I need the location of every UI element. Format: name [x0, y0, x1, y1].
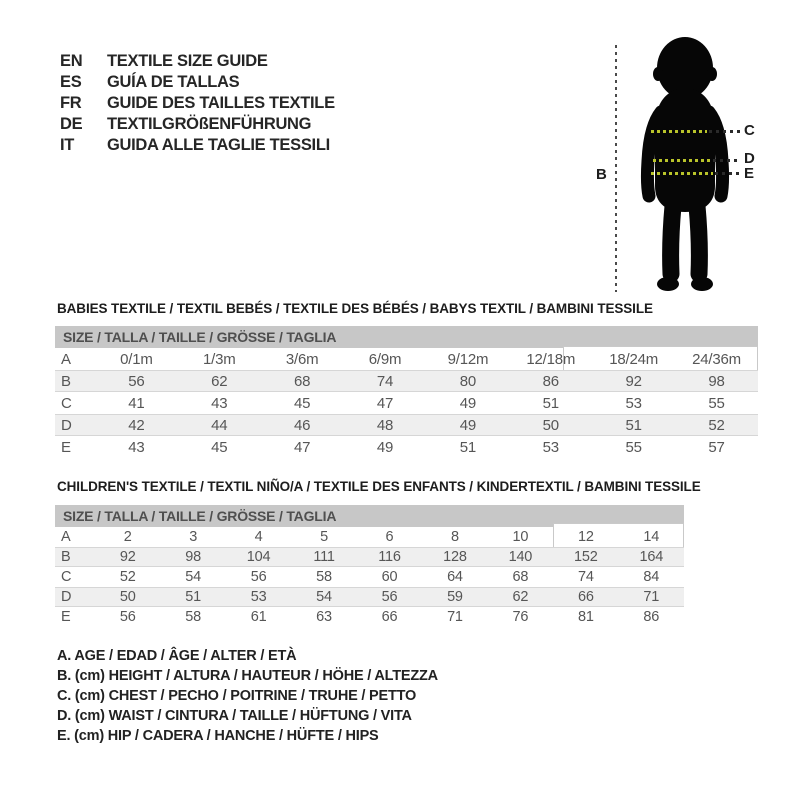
size-cell: 50 [119, 589, 136, 605]
row-label: E [61, 609, 71, 625]
size-cell: 140 [508, 549, 533, 565]
chest-line-body [651, 130, 707, 133]
size-cell: 64 [447, 569, 463, 585]
size-cell: 1/3m [203, 350, 236, 368]
size-cell: 53 [250, 589, 267, 605]
size-cell: 84 [643, 569, 660, 585]
size-table-row-d [55, 414, 758, 436]
legend-line-height: B. (cm) HEIGHT / ALTURA / HAUTEUR / HÖHE / ALTEZZA [57, 668, 438, 684]
size-cell: 12/18m [526, 350, 576, 368]
size-cell: 49 [459, 416, 477, 434]
row-label: D [61, 589, 72, 605]
legend-line-hip: E. (cm) HIP / CADERA / HANCHE / HÜFTE / HIPS [57, 728, 379, 744]
size-cell: 71 [447, 609, 463, 625]
size-cell: 51 [542, 394, 559, 412]
size-cell: 50 [542, 416, 559, 434]
size-cell: 49 [459, 394, 477, 412]
language-code: EN [60, 52, 83, 70]
waist-line-outer [713, 159, 740, 162]
waist-line-body [653, 159, 711, 162]
size-cell: 9/12m [447, 350, 489, 368]
guide-title-es: GUÍA DE TALLAS [107, 73, 240, 91]
size-cell: 6/9m [368, 350, 402, 368]
size-cell: 24/36m [692, 350, 741, 368]
babies-section-title: BABIES TEXTILE / TEXTIL BEBÉS / TEXTILE DES BÉBÉS / BABYS TEXTIL / BAMBINI TESSILE [57, 301, 653, 316]
size-table-header: SIZE / TALLA / TAILLE / GRÖSSE / TAGLIA [55, 326, 758, 348]
size-cell: 46 [294, 416, 311, 434]
size-table-row-b [55, 547, 684, 567]
size-cell: 4 [254, 529, 263, 545]
size-table-row-b [55, 370, 758, 392]
size-cell: 45 [211, 438, 228, 456]
size-cell: 51 [185, 589, 202, 605]
size-cell: 53 [625, 394, 642, 412]
guide-title-de: TEXTILGRÖßENFÜHRUNG [107, 115, 312, 133]
size-cell: 42 [128, 416, 145, 434]
children-table-body [55, 527, 684, 627]
size-cell: 80 [459, 372, 477, 390]
size-table-row-c [55, 392, 758, 414]
size-cell: 116 [378, 549, 401, 565]
size-cell: 128 [443, 549, 467, 565]
size-cell: 57 [708, 438, 725, 456]
size-cell: 71 [643, 589, 660, 605]
size-cell: 43 [211, 394, 228, 412]
row-label: C [61, 569, 72, 585]
size-cell: 48 [376, 416, 394, 434]
size-cell: 74 [577, 569, 594, 585]
size-cell: 43 [128, 438, 145, 456]
language-code: FR [60, 94, 82, 112]
language-row-fr [60, 93, 335, 114]
babies-table-body [55, 348, 758, 458]
language-code: ES [60, 73, 82, 91]
size-cell: 68 [512, 569, 529, 585]
legend-line-chest: C. (cm) CHEST / PECHO / POITRINE / TRUHE / PETTO [57, 688, 417, 704]
language-row-de [60, 114, 335, 135]
language-row-es [60, 72, 335, 93]
hip-measure-label: E [744, 165, 755, 182]
size-table-header: SIZE / TALLA / TAILLE / GRÖSSE / TAGLIA [55, 505, 684, 527]
size-cell: 66 [381, 609, 398, 625]
waist-measure-label: D [744, 150, 755, 167]
size-cell: 41 [128, 394, 145, 412]
chest-line-outer [709, 130, 740, 133]
size-cell: 49 [376, 438, 394, 456]
language-guide-block [60, 51, 335, 156]
size-cell: 76 [512, 609, 529, 625]
size-cell: 66 [577, 589, 594, 605]
size-cell: 47 [376, 394, 394, 412]
size-cell: 81 [577, 609, 594, 625]
child-silhouette [627, 36, 749, 298]
size-cell: 98 [708, 372, 725, 390]
height-measure-label: B [596, 166, 607, 183]
size-cell: 52 [708, 416, 725, 434]
size-cell: 47 [294, 438, 311, 456]
size-table-row-e [55, 607, 684, 627]
language-row-en [60, 51, 335, 72]
guide-title-fr: GUIDE DES TAILLES TEXTILE [107, 94, 335, 112]
language-code: IT [60, 136, 75, 154]
size-cell: 60 [381, 569, 398, 585]
size-cell: 86 [542, 372, 559, 390]
hip-line-body [651, 172, 713, 175]
size-cell: 56 [250, 569, 267, 585]
size-cell: 62 [512, 589, 529, 605]
size-table-row-c [55, 567, 684, 587]
size-cell: 61 [250, 609, 267, 625]
measurement-legend [57, 648, 438, 748]
size-cell: 45 [294, 394, 311, 412]
row-label: C [61, 394, 72, 412]
row-label: A [61, 350, 71, 368]
size-cell: 52 [119, 569, 136, 585]
row-label: A [61, 529, 71, 545]
size-cell: 10 [512, 529, 529, 545]
size-cell: 3/6m [285, 350, 319, 368]
size-cell: 56 [128, 372, 145, 390]
size-cell: 51 [625, 416, 642, 434]
size-table-row-a [55, 348, 758, 370]
language-code: DE [60, 115, 83, 133]
language-row-it [60, 135, 335, 156]
size-cell: 152 [574, 549, 598, 565]
size-cell: 5 [320, 529, 328, 545]
size-cell: 44 [211, 416, 228, 434]
row-label: B [61, 549, 71, 565]
size-cell: 164 [639, 549, 664, 565]
guide-title-en: TEXTILE SIZE GUIDE [107, 52, 268, 70]
size-cell: 58 [185, 609, 202, 625]
size-cell: 3 [189, 529, 198, 545]
size-table-row-d [55, 587, 684, 607]
size-cell: 14 [643, 529, 660, 545]
size-table-row-a [55, 527, 684, 547]
size-cell: 55 [708, 394, 725, 412]
legend-line-waist: D. (cm) WAIST / CINTURA / TAILLE / HÜFTUNG / VITA [57, 708, 412, 724]
size-cell: 56 [119, 609, 136, 625]
size-cell: 0/1m [120, 350, 153, 368]
size-cell: 12 [577, 529, 594, 545]
row-label: B [61, 372, 71, 390]
guide-title-it: GUIDA ALLE TAGLIE TESSILI [107, 136, 330, 154]
size-cell: 62 [211, 372, 228, 390]
size-cell: 92 [119, 549, 136, 565]
size-cell: 55 [625, 438, 642, 456]
row-label: E [61, 438, 71, 456]
size-cell: 98 [185, 549, 202, 565]
size-cell: 56 [381, 589, 398, 605]
size-cell: 58 [316, 569, 332, 585]
hip-line-outer [715, 172, 740, 175]
legend-line-age: A. AGE / EDAD / ÂGE / ALTER / ETÀ [57, 648, 297, 664]
size-cell: 18/24m [609, 350, 659, 368]
size-cell: 111 [313, 549, 335, 565]
size-cell: 54 [316, 589, 332, 605]
size-cell: 54 [185, 569, 202, 585]
size-cell: 59 [447, 589, 463, 605]
size-table-row-e [55, 436, 758, 458]
size-cell: 2 [123, 529, 132, 545]
size-cell: 51 [459, 438, 477, 456]
height-dashed-line [615, 45, 617, 292]
size-cell: 6 [385, 529, 394, 545]
chest-measure-label: C [744, 122, 755, 139]
size-cell: 8 [451, 529, 459, 545]
size-cell: 74 [376, 372, 394, 390]
size-cell: 53 [542, 438, 559, 456]
size-cell: 92 [625, 372, 642, 390]
size-cell: 68 [294, 372, 311, 390]
row-label: D [61, 416, 72, 434]
size-cell: 63 [316, 609, 332, 625]
size-cell: 86 [643, 609, 660, 625]
children-section-title: CHILDREN'S TEXTILE / TEXTIL NIÑO/A / TEXTILE DES ENFANTS / KINDERTEXTIL / BAMBINI TESSILE [57, 479, 701, 494]
size-cell: 104 [246, 549, 271, 565]
